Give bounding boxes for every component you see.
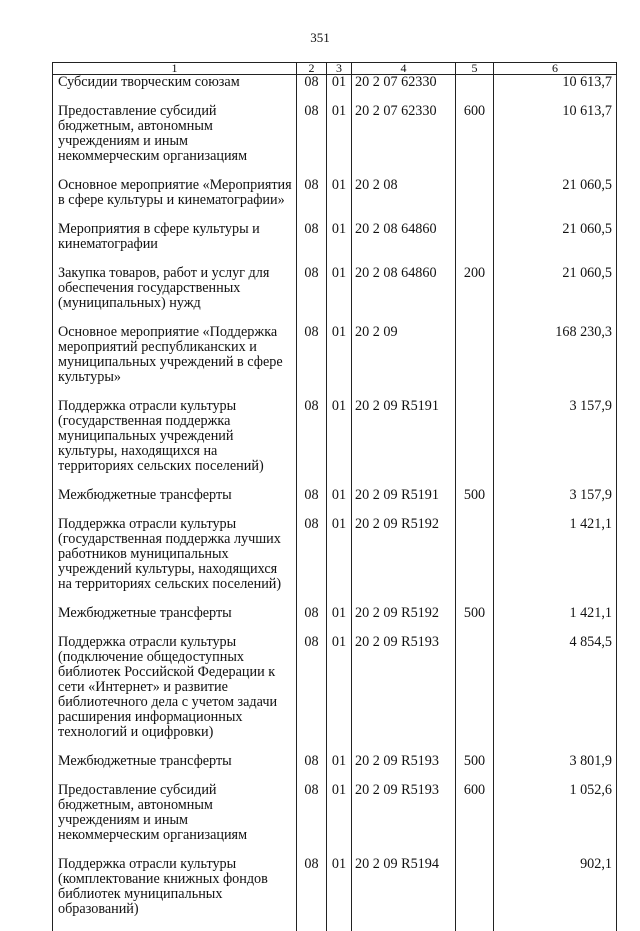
spacer-cell bbox=[352, 474, 456, 488]
target-article-code: 20 2 07 62330 bbox=[352, 75, 456, 91]
subsection-code: 01 bbox=[327, 488, 352, 503]
budget-table bbox=[52, 62, 617, 931]
spacer-cell bbox=[352, 769, 456, 783]
subsection-code: 01 bbox=[327, 325, 352, 385]
spacer-cell bbox=[297, 917, 327, 931]
row-spacer bbox=[53, 311, 617, 325]
spacer-cell bbox=[494, 385, 617, 399]
spacer-cell bbox=[297, 208, 327, 222]
target-article-code: 20 2 09 R5193 bbox=[352, 783, 456, 843]
header-row bbox=[53, 63, 617, 75]
spacer-cell bbox=[297, 740, 327, 754]
expense-type-code bbox=[456, 178, 494, 208]
expense-type-code: 500 bbox=[456, 606, 494, 621]
expense-type-code bbox=[456, 517, 494, 592]
spacer-cell bbox=[456, 311, 494, 325]
spacer-cell bbox=[494, 208, 617, 222]
subsection-code: 01 bbox=[327, 266, 352, 311]
spacer-cell bbox=[327, 90, 352, 104]
spacer-cell bbox=[494, 769, 617, 783]
subsection-code: 01 bbox=[327, 606, 352, 621]
spacer-cell bbox=[327, 311, 352, 325]
row-spacer bbox=[53, 621, 617, 635]
target-article-code: 20 2 09 R5192 bbox=[352, 517, 456, 592]
spacer-cell bbox=[297, 621, 327, 635]
spacer-cell bbox=[352, 90, 456, 104]
spacer-cell bbox=[494, 311, 617, 325]
row-description: Межбюджетные трансферты bbox=[53, 606, 297, 621]
expense-type-code: 600 bbox=[456, 783, 494, 843]
spacer-cell bbox=[327, 164, 352, 178]
section-code: 08 bbox=[297, 75, 327, 91]
row-spacer bbox=[53, 90, 617, 104]
subsection-code: 01 bbox=[327, 783, 352, 843]
section-code: 08 bbox=[297, 857, 327, 917]
row-spacer bbox=[53, 592, 617, 606]
amount-value: 1 421,1 bbox=[494, 606, 617, 621]
row-spacer bbox=[53, 843, 617, 857]
target-article-code: 20 2 09 R5193 bbox=[352, 635, 456, 740]
spacer-cell bbox=[352, 503, 456, 517]
spacer-cell bbox=[53, 843, 297, 857]
table-row bbox=[53, 754, 617, 769]
spacer-cell bbox=[53, 385, 297, 399]
spacer-cell bbox=[297, 164, 327, 178]
spacer-cell bbox=[327, 385, 352, 399]
spacer-cell bbox=[494, 252, 617, 266]
spacer-cell bbox=[456, 740, 494, 754]
spacer-cell bbox=[352, 385, 456, 399]
expense-type-code bbox=[456, 635, 494, 740]
spacer-cell bbox=[352, 917, 456, 931]
row-spacer bbox=[53, 769, 617, 783]
spacer-cell bbox=[53, 311, 297, 325]
spacer-cell bbox=[456, 592, 494, 606]
section-code: 08 bbox=[297, 488, 327, 503]
spacer-cell bbox=[494, 843, 617, 857]
spacer-cell bbox=[297, 252, 327, 266]
spacer-cell bbox=[53, 164, 297, 178]
row-spacer bbox=[53, 740, 617, 754]
spacer-cell bbox=[352, 311, 456, 325]
table-row bbox=[53, 488, 617, 503]
section-code: 08 bbox=[297, 399, 327, 474]
section-code: 08 bbox=[297, 635, 327, 740]
column-header: 3 bbox=[327, 63, 352, 75]
target-article-code: 20 2 08 bbox=[352, 178, 456, 208]
spacer-cell bbox=[352, 843, 456, 857]
table-row bbox=[53, 325, 617, 385]
spacer-cell bbox=[352, 592, 456, 606]
table-row bbox=[53, 266, 617, 311]
subsection-code: 01 bbox=[327, 222, 352, 252]
amount-value: 10 613,7 bbox=[494, 104, 617, 164]
table-row bbox=[53, 104, 617, 164]
budget-table-container bbox=[52, 62, 616, 931]
spacer-cell bbox=[297, 311, 327, 325]
section-code: 08 bbox=[297, 104, 327, 164]
row-spacer bbox=[53, 252, 617, 266]
spacer-cell bbox=[494, 740, 617, 754]
spacer-cell bbox=[53, 252, 297, 266]
spacer-cell bbox=[456, 843, 494, 857]
spacer-cell bbox=[494, 917, 617, 931]
spacer-cell bbox=[352, 164, 456, 178]
column-header: 6 bbox=[494, 63, 617, 75]
expense-type-code: 200 bbox=[456, 266, 494, 311]
expense-type-code: 500 bbox=[456, 488, 494, 503]
section-code: 08 bbox=[297, 178, 327, 208]
subsection-code: 01 bbox=[327, 75, 352, 91]
target-article-code: 20 2 09 R5194 bbox=[352, 857, 456, 917]
spacer-cell bbox=[494, 592, 617, 606]
spacer-cell bbox=[327, 252, 352, 266]
subsection-code: 01 bbox=[327, 104, 352, 164]
section-code: 08 bbox=[297, 325, 327, 385]
section-code: 08 bbox=[297, 266, 327, 311]
spacer-cell bbox=[327, 208, 352, 222]
spacer-cell bbox=[456, 503, 494, 517]
table-row bbox=[53, 635, 617, 740]
row-description: Поддержка отрасли культуры (подключение общедоступных библиотек Российской Федерации к сети «Интернет» и развитие библиотечного дела с учетом задачи расширения информационных технологий и оцифровки) bbox=[53, 635, 297, 740]
expense-type-code: 500 bbox=[456, 754, 494, 769]
target-article-code: 20 2 09 bbox=[352, 325, 456, 385]
spacer-cell bbox=[456, 90, 494, 104]
column-header: 4 bbox=[352, 63, 456, 75]
spacer-cell bbox=[53, 90, 297, 104]
spacer-cell bbox=[456, 769, 494, 783]
target-article-code: 20 2 09 R5191 bbox=[352, 399, 456, 474]
table-row bbox=[53, 178, 617, 208]
spacer-cell bbox=[456, 385, 494, 399]
spacer-cell bbox=[456, 621, 494, 635]
row-spacer bbox=[53, 474, 617, 488]
table-row bbox=[53, 399, 617, 474]
table-row bbox=[53, 517, 617, 592]
row-description: Субсидии творческим союзам bbox=[53, 75, 297, 91]
section-code: 08 bbox=[297, 222, 327, 252]
expense-type-code bbox=[456, 75, 494, 91]
row-description: Закупка товаров, работ и услуг для обеспечения государственных (муниципальных) нужд bbox=[53, 266, 297, 311]
subsection-code: 01 bbox=[327, 517, 352, 592]
spacer-cell bbox=[494, 503, 617, 517]
expense-type-code bbox=[456, 325, 494, 385]
row-description: Поддержка отрасли культуры (комплектование книжных фондов библиотек муниципальных образований) bbox=[53, 857, 297, 917]
spacer-cell bbox=[53, 621, 297, 635]
spacer-cell bbox=[494, 164, 617, 178]
spacer-cell bbox=[456, 474, 494, 488]
row-description: Поддержка отрасли культуры (государственная поддержка муниципальных учреждений культуры, находящихся на территориях сельских поселений) bbox=[53, 399, 297, 474]
expense-type-code bbox=[456, 399, 494, 474]
subsection-code: 01 bbox=[327, 635, 352, 740]
row-description: Основное мероприятие «Мероприятия в сфере культуры и кинематографии» bbox=[53, 178, 297, 208]
amount-value: 3 157,9 bbox=[494, 399, 617, 474]
spacer-cell bbox=[352, 621, 456, 635]
spacer-cell bbox=[327, 843, 352, 857]
target-article-code: 20 2 08 64860 bbox=[352, 222, 456, 252]
spacer-cell bbox=[297, 592, 327, 606]
spacer-cell bbox=[53, 208, 297, 222]
spacer-cell bbox=[53, 592, 297, 606]
target-article-code: 20 2 09 R5192 bbox=[352, 606, 456, 621]
spacer-cell bbox=[297, 474, 327, 488]
spacer-cell bbox=[53, 917, 297, 931]
section-code: 08 bbox=[297, 754, 327, 769]
column-header: 2 bbox=[297, 63, 327, 75]
row-description: Предоставление субсидий бюджетным, автономным учреждениям и иным некоммерческим организациям bbox=[53, 104, 297, 164]
spacer-cell bbox=[327, 740, 352, 754]
row-spacer bbox=[53, 208, 617, 222]
row-description: Межбюджетные трансферты bbox=[53, 754, 297, 769]
spacer-cell bbox=[297, 769, 327, 783]
target-article-code: 20 2 09 R5193 bbox=[352, 754, 456, 769]
spacer-cell bbox=[53, 769, 297, 783]
section-code: 08 bbox=[297, 517, 327, 592]
amount-value: 3 801,9 bbox=[494, 754, 617, 769]
spacer-cell bbox=[352, 252, 456, 266]
row-spacer bbox=[53, 503, 617, 517]
row-spacer bbox=[53, 164, 617, 178]
table-row bbox=[53, 75, 617, 91]
target-article-code: 20 2 08 64860 bbox=[352, 266, 456, 311]
spacer-cell bbox=[297, 843, 327, 857]
spacer-cell bbox=[53, 740, 297, 754]
spacer-cell bbox=[456, 208, 494, 222]
spacer-cell bbox=[456, 164, 494, 178]
target-article-code: 20 2 09 R5191 bbox=[352, 488, 456, 503]
spacer-cell bbox=[456, 917, 494, 931]
subsection-code: 01 bbox=[327, 178, 352, 208]
table-row bbox=[53, 857, 617, 917]
spacer-cell bbox=[494, 474, 617, 488]
spacer-cell bbox=[327, 621, 352, 635]
table-row bbox=[53, 783, 617, 843]
table-row bbox=[53, 222, 617, 252]
row-description: Межбюджетные трансферты bbox=[53, 488, 297, 503]
spacer-cell bbox=[297, 90, 327, 104]
amount-value: 168 230,3 bbox=[494, 325, 617, 385]
amount-value: 1 421,1 bbox=[494, 517, 617, 592]
amount-value: 1 052,6 bbox=[494, 783, 617, 843]
spacer-cell bbox=[494, 621, 617, 635]
spacer-cell bbox=[53, 474, 297, 488]
spacer-cell bbox=[327, 474, 352, 488]
spacer-cell bbox=[327, 503, 352, 517]
amount-value: 3 157,9 bbox=[494, 488, 617, 503]
row-spacer bbox=[53, 385, 617, 399]
section-code: 08 bbox=[297, 783, 327, 843]
amount-value: 10 613,7 bbox=[494, 75, 617, 91]
section-code: 08 bbox=[297, 606, 327, 621]
spacer-cell bbox=[327, 592, 352, 606]
expense-type-code bbox=[456, 222, 494, 252]
spacer-cell bbox=[53, 503, 297, 517]
amount-value: 21 060,5 bbox=[494, 222, 617, 252]
row-description: Мероприятия в сфере культуры и кинематографии bbox=[53, 222, 297, 252]
column-header: 1 bbox=[53, 63, 297, 75]
row-description: Поддержка отрасли культуры (государственная поддержка лучших работников муниципальных учреждений культуры, находящихся на территориях сельских поселений) bbox=[53, 517, 297, 592]
subsection-code: 01 bbox=[327, 857, 352, 917]
row-description: Предоставление субсидий бюджетным, автономным учреждениям и иным некоммерческим организациям bbox=[53, 783, 297, 843]
spacer-cell bbox=[297, 385, 327, 399]
table-row bbox=[53, 606, 617, 621]
spacer-cell bbox=[297, 503, 327, 517]
amount-value: 21 060,5 bbox=[494, 266, 617, 311]
expense-type-code: 600 bbox=[456, 104, 494, 164]
column-header: 5 bbox=[456, 63, 494, 75]
target-article-code: 20 2 07 62330 bbox=[352, 104, 456, 164]
spacer-cell bbox=[456, 252, 494, 266]
spacer-cell bbox=[352, 740, 456, 754]
expense-type-code bbox=[456, 857, 494, 917]
row-spacer bbox=[53, 917, 617, 931]
amount-value: 21 060,5 bbox=[494, 178, 617, 208]
spacer-cell bbox=[494, 90, 617, 104]
subsection-code: 01 bbox=[327, 399, 352, 474]
row-description: Основное мероприятие «Поддержка мероприятий республиканских и муниципальных учреждений в сфере культуры» bbox=[53, 325, 297, 385]
subsection-code: 01 bbox=[327, 754, 352, 769]
spacer-cell bbox=[352, 208, 456, 222]
page-number: 351 bbox=[310, 30, 330, 45]
spacer-cell bbox=[327, 917, 352, 931]
spacer-cell bbox=[327, 769, 352, 783]
amount-value: 902,1 bbox=[494, 857, 617, 917]
amount-value: 4 854,5 bbox=[494, 635, 617, 740]
